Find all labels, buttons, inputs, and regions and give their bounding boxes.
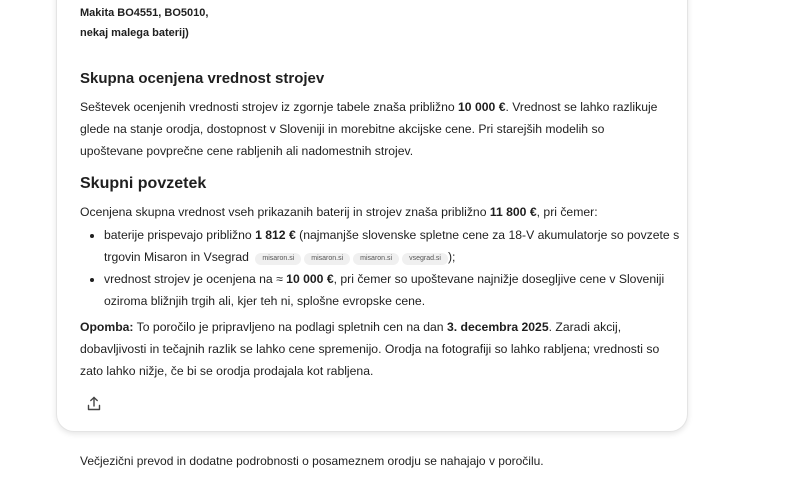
source-chip[interactable]: misaron.si — [304, 253, 350, 265]
source-chip[interactable]: misaron.si — [353, 253, 399, 265]
value-bold: 10 000 € — [458, 100, 506, 114]
top-text — [80, 3, 208, 43]
section-heading-summary: Skupni povzetek — [80, 175, 207, 192]
summary-list — [80, 224, 694, 312]
response-card — [56, 0, 688, 432]
total-bold: 11 800 € — [489, 205, 537, 219]
footer-text: Večjezični prevod in dodatne podrobnosti o posameznem orodju se nahajajo v poročilu. — [80, 454, 544, 468]
share-icon[interactable] — [85, 395, 103, 413]
section-value-paragraph: Seštevek ocenjenih vrednosti strojev iz zgornje tabele znaša približno 10 000 €. Vrednost se lahko razlikuje glede na stanje orodja, dostopnost v Sloveniji in morebitne akcijske cene. Pri starejših modelih so upoštevane povprečne cene rabljenih ali nadomestnih strojev. — [80, 100, 658, 158]
source-chip[interactable]: vsegrad.si — [402, 253, 448, 265]
top-line-1: Makita BO4551, BO5010, — [80, 7, 209, 19]
list-item: • baterije prispevajo približno 1 812 € (najmanjše slovenske spletne cene za 18-V akumulatorje so povzete s trgovin Misaron in Vsegrad misaron.si misaron.si misaron.si vsegrad.si ); — [104, 224, 694, 268]
section-heading-value: Skupna ocenjena vrednost strojev — [80, 70, 325, 87]
list-item: • vrednost strojev je ocenjena na ≈ 10 000 €, pri čemer so upoštevane najnižje dosegljive cene v Sloveniji oziroma bližnjih trgih ali, kjer teh ni, splošne evropske cene. — [104, 268, 694, 312]
top-line-2: nekaj malega baterij) — [80, 27, 189, 39]
summary-intro: Ocenjena skupna vrednost vseh prikazanih baterij in strojev znaša približno 11 800 €, pri čemer: — [80, 205, 598, 219]
note-paragraph: Opomba: To poročilo je pripravljeno na podlagi spletnih cen na dan 3. decembra 2025. Zaradi akcij, dobavljivosti in tečajnih razlik se lahko cene spremenijo. Orodja na fotografiji so lahko rabljena; vrednosti so zato lahko nižje, če bi se orodja prodajala kot rabljena. — [80, 320, 660, 378]
note-date: 3. decembra 2025 — [446, 320, 549, 334]
source-chip[interactable]: misaron.si — [255, 253, 301, 265]
note-label: Opomba: — [80, 320, 134, 334]
